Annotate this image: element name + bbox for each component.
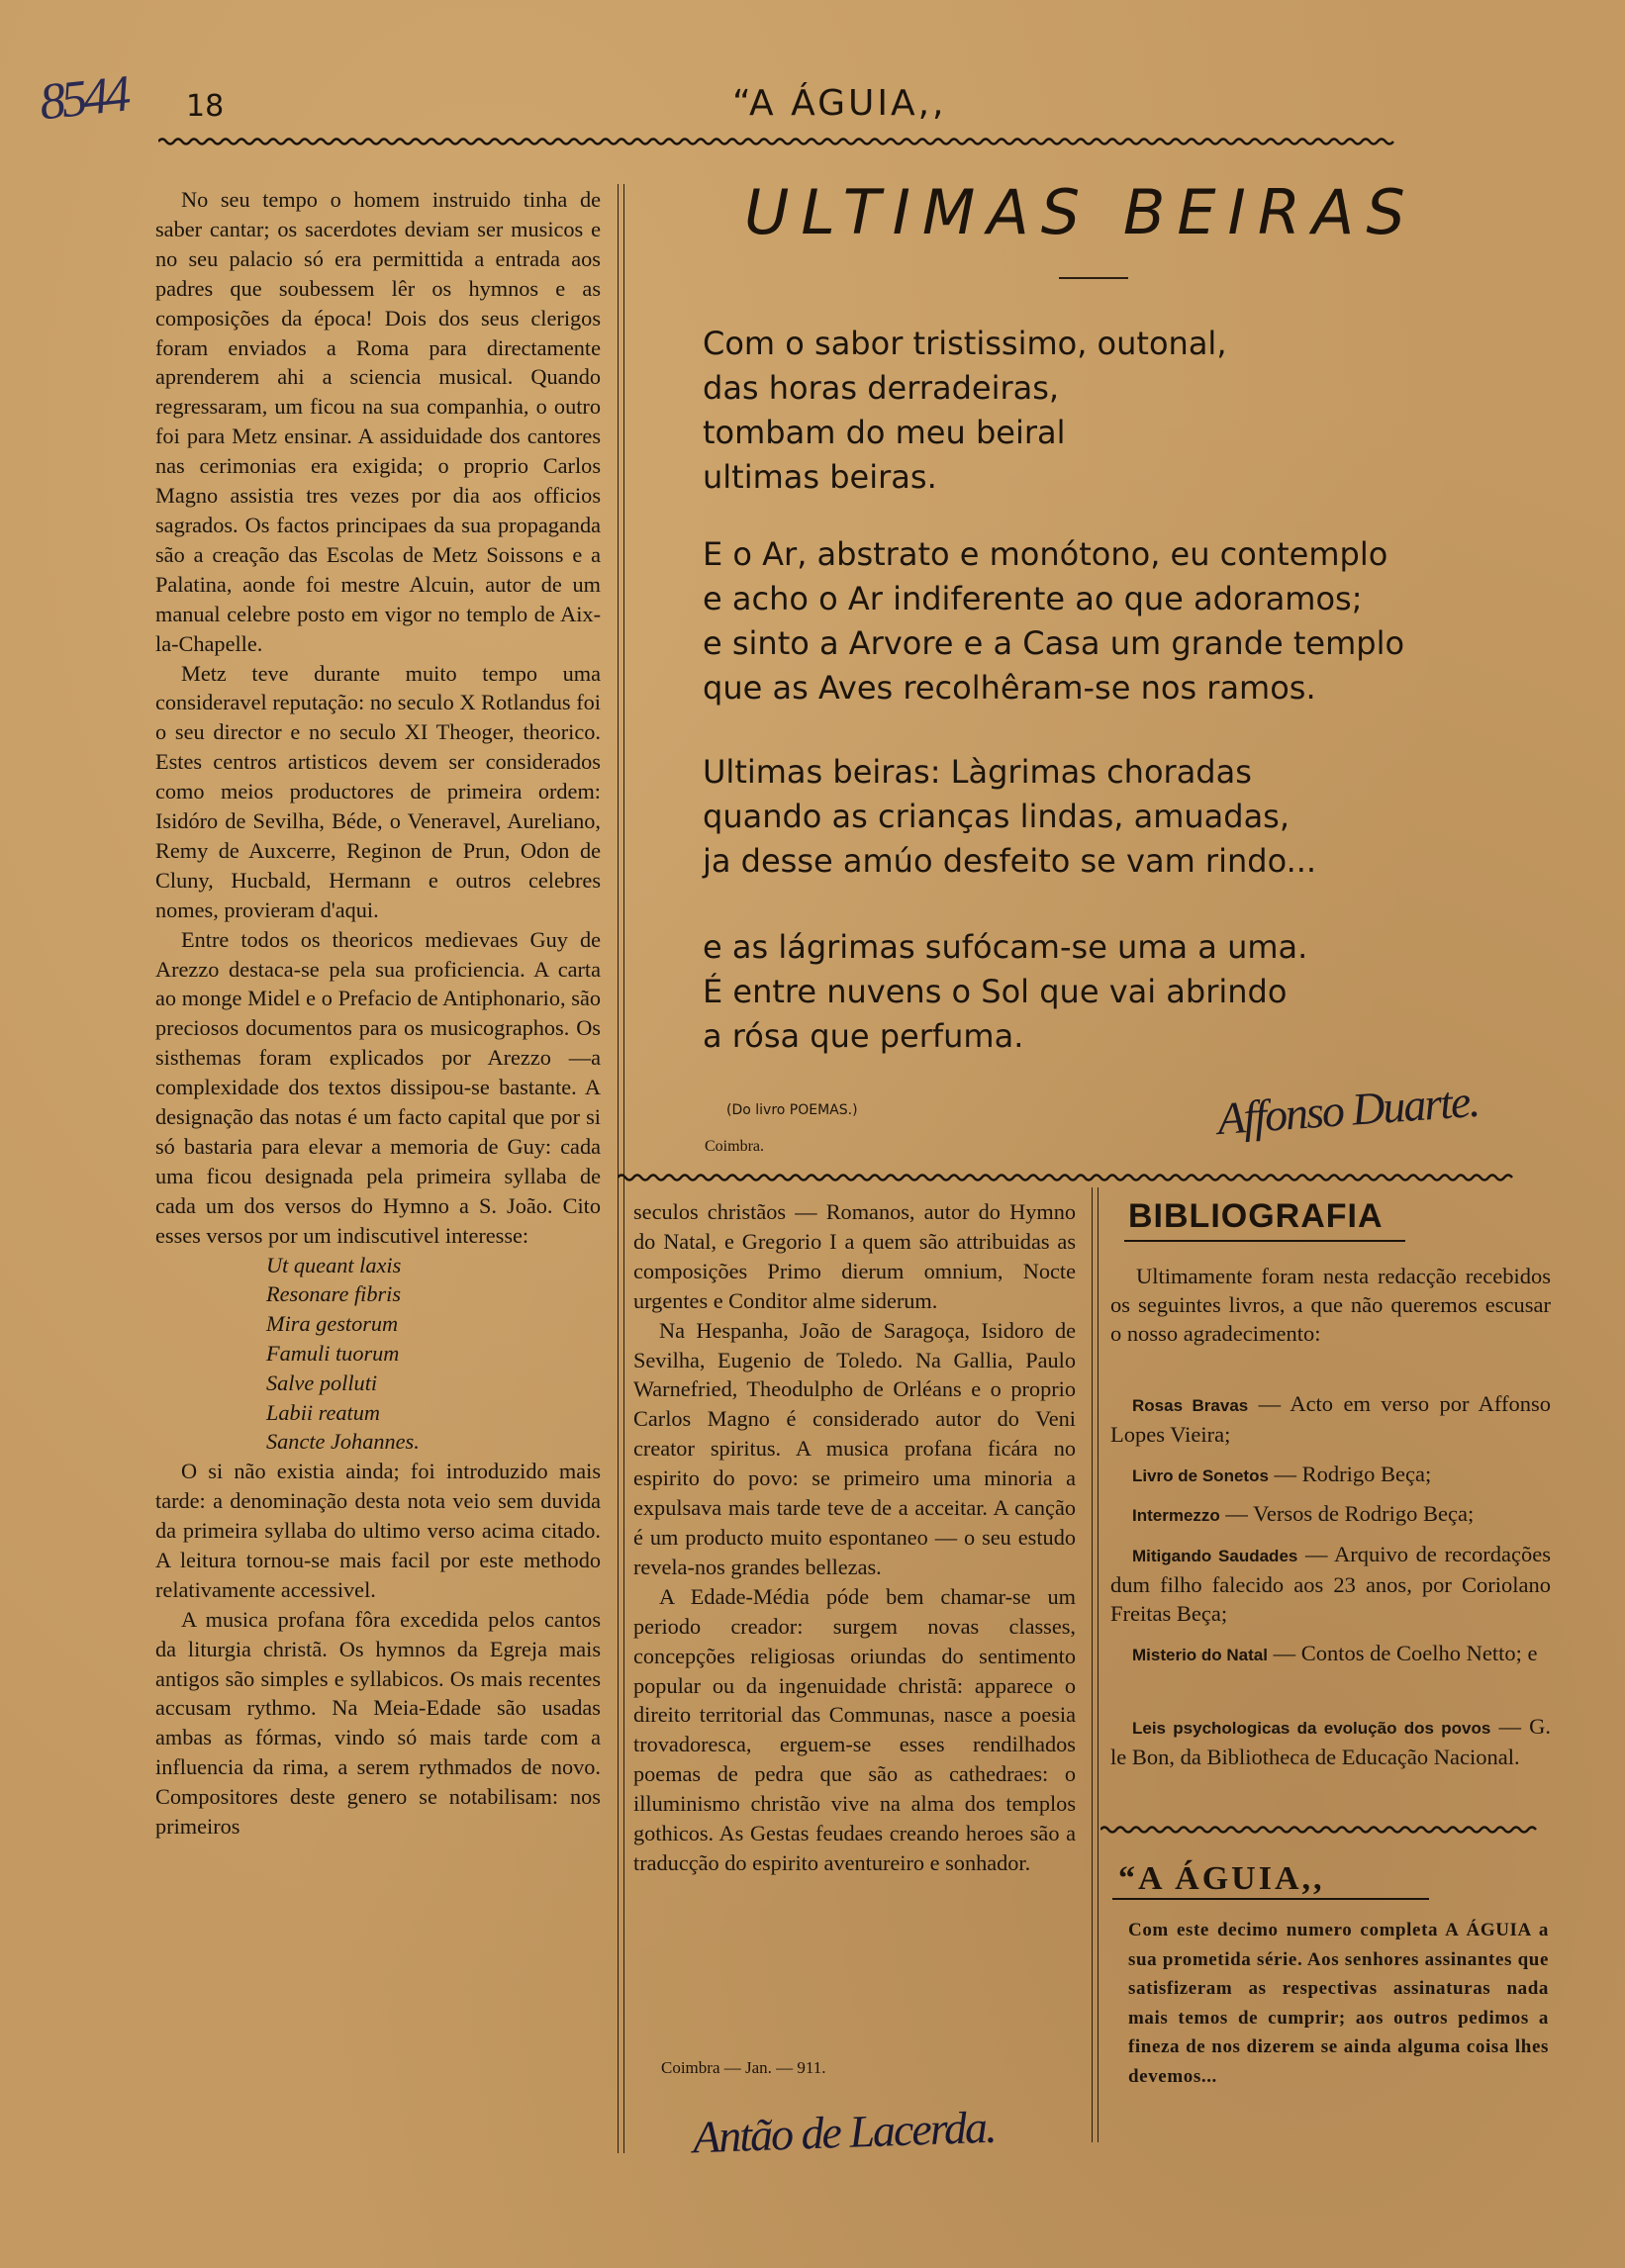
poem-line: que as Aves recolhêram-se nos ramos. — [703, 669, 1316, 707]
poem-line: E o Ar, abstrato e monótono, eu contemplo — [703, 535, 1388, 573]
left-column-article — [155, 185, 601, 1842]
bibliography-entry — [1110, 1389, 1551, 1449]
poem-line: a rósa que perfuma. — [703, 1017, 1024, 1055]
page-number: 18 — [186, 89, 225, 124]
latin-verse: Resonare fibris — [266, 1281, 402, 1307]
book-title: Rosas Bravas — [1132, 1396, 1249, 1415]
latin-verse: Sancte Johannes. — [266, 1429, 420, 1455]
latin-verse: Mira gestorum — [266, 1311, 399, 1337]
poem-stanza — [703, 322, 1226, 500]
poem-place: Coimbra. — [705, 1138, 764, 1155]
article-paragraph: A musica profana fôra excedida pelos cantos da liturgia christã. Os hymnos da Egreja mais antigos são simples e syllabicos. Os mais recentes accusam rythmo. Na Meia-Edade são usadas ambas as fórmas, vindo só mais tarde com a influencia da rima, a serem rythmados de novo. Compositores deste genero se notabilisam: nos primeiros — [155, 1606, 601, 1840]
article-paragraph: Entre todos os theoricos medievaes Guy de Arezzo destaca-se pela sua proficiencia. A carta ao monge Midel e o Prefacio de Antiphonario, são preciosos documentos para os musicographos. Os sisthemas foram explicados por Arezzo —a complexidade dos textos dissipou-se bastante. A designação das notas é um facto capital que por si só bastaria para elevar a memoria de Guy: cada uma ficou designada pela primeira syllaba de cada um dos versos do Hymno a S. João. Cito esses versos por um indiscutivel interesse: — [155, 926, 601, 1248]
poem-line: quando as crianças lindas, amuadas, — [703, 798, 1290, 835]
handwritten-catalog-number: 8544 — [37, 65, 130, 132]
article-paragraph: seculos christãos — Romanos, autor do Hymno do Natal, e Gregorio I a quem são attribuidas as composições Primo dierum omnium, Nocte urgentes e Conditor alme siderum. — [633, 1199, 1076, 1313]
poem-line: das horas derradeiras, — [703, 369, 1060, 407]
bibliography-title: BIBLIOGRAFIA — [1128, 1197, 1384, 1235]
bibliography-entry — [1110, 1639, 1551, 1669]
latin-verse: Salve polluti — [266, 1370, 378, 1395]
poem-line: ja desse amúo desfeito se vam rindo... — [703, 842, 1317, 880]
article-signature: Antão de Lacerda. — [692, 2101, 997, 2163]
article-paragraph: O si não existia ainda; foi introduzido mais tarde: a denominação desta nota veio sem duvida da primeira syllaba do ultimo verso acima citado. A leitura tornou-se mais facil por este methodo relativamente accessivel. — [155, 1459, 601, 1602]
running-title: “A ÁGUIA,, — [732, 83, 947, 124]
book-title: Mitigando Saudades — [1132, 1547, 1298, 1565]
article-paragraph: No seu tempo o homem instruido tinha de saber cantar; os sacerdotes deviam ser musicos e no seu palacio só era permittida a entrada aos padres que soubessem lêr os hymnos e as composições da época! Dois dos seus clerigos foram enviados a Roma para directamente aprenderem ahi a sciencia musical. Quando regressaram, um ficou na sua companhia, o outro foi para Metz ensinar. A assiduidade dos cantores nas cerimonias era exigida; o proprio Carlos Magno assistia tres vezes por dia aos officios sagrados. Os factos principaes da sua propaganda são a creação das Escolas de Metz Soissons e a Palatina, aonde foi mestre Alcuin, autor de um manual celebre posto em vigor no templo de Aix-la-Chapelle. — [155, 187, 601, 656]
latin-verse: Famuli tuorum — [266, 1341, 400, 1367]
poem-line: Com o sabor tristissimo, outonal, — [703, 325, 1227, 362]
column-divider — [618, 184, 619, 2153]
middle-column-article — [633, 1197, 1076, 1878]
book-title: Misterio do Natal — [1132, 1646, 1268, 1664]
column-divider — [1092, 1187, 1093, 2142]
latin-hymn — [155, 1251, 601, 1458]
bibliography-intro-text: Ultimamente foram nesta redacção recebidos os seguintes livros, a que não queremos escusar o nosso agradecimento: — [1110, 1264, 1551, 1346]
notice-rule — [1112, 1898, 1429, 1900]
column-divider — [623, 184, 624, 2153]
poem-line: É entre nuvens o Sol que vai abrindo — [703, 973, 1288, 1010]
poem-source: (Do livro POEMAS.) — [726, 1102, 858, 1118]
book-description: — Arquivo de recordações dum filho falecido aos 23 anos, por Coriolano Freitas Beça; — [1110, 1542, 1551, 1626]
article-place-date: Coimbra — Jan. — 911. — [661, 2058, 826, 2077]
poem-stanza — [703, 750, 1316, 884]
bibliography-entry — [1110, 1460, 1551, 1490]
column-divider — [1098, 1187, 1099, 2142]
latin-verse: Ut queant laxis — [266, 1252, 402, 1277]
book-title: Intermezzo — [1132, 1506, 1220, 1525]
section-wavy-rule — [618, 1171, 1548, 1184]
poem-line: e sinto a Arvore e a Casa um grande templo — [703, 624, 1405, 662]
article-paragraph: Na Hespanha, João de Saragoça, Isidoro de Sevilha, Eugenio de Toledo. Na Gallia, Paulo Warnefried, Theodulpho de Orléans e o proprio Carlos Magno é considerado autor do Veni creator spiritus. A musica profana ficára no espirito do povo: se primeiro uma minoria a expulsava mais tarde teve de a acceitar. A canção é um producto muito espontaneo — o seu estudo revela-nos grandes bellezas. — [633, 1317, 1076, 1579]
book-description: — G. le Bon, da Bibliotheca de Educação Nacional. — [1110, 1714, 1551, 1769]
notice-title: “A ÁGUIA,, — [1118, 1860, 1325, 1897]
notice-text: Com este decimo numero completa A ÁGUIA a sua prometida série. Aos senhores assinantes que satisfizeram as respectivas assinaturas nada mais temos de cumprir; aos outros pedimos a fineza de nos dizerem se ainda alguma coisa lhes devemos... — [1128, 1920, 1549, 2087]
poem-stanza — [703, 925, 1307, 1059]
poem-signature: Affonso Duarte. — [1215, 1075, 1481, 1145]
poem-line: e as lágrimas sufócam-se uma a uma. — [703, 928, 1308, 966]
poem-stanza — [703, 532, 1404, 710]
book-title: Leis psychologicas da evolução dos povos — [1132, 1719, 1491, 1738]
article-paragraph: Metz teve durante muito tempo uma consideravel reputação: no seculo X Rotlandus foi o seu director e no seculo XI Theoger, theorico. Estes centros artisticos devem ser considerados como meios productores de primeira ordem: Isidóro de Sevilha, Béde, o Veneravel, Aureliano, Remy de Auxcerre, Reginon de Prun, Odon de Cluny, Hucbald, Hermann e outros celebres nomes, provieram d'aqui. — [155, 660, 601, 922]
bibliography-entry — [1110, 1712, 1551, 1771]
poem-line: ultimas beiras. — [703, 458, 937, 496]
bibliography-rule — [1124, 1240, 1405, 1242]
book-description: — Versos de Rodrigo Beça; — [1219, 1501, 1475, 1526]
bibliography-entry — [1110, 1499, 1551, 1530]
bibliography-intro — [1110, 1262, 1551, 1348]
title-dash — [1059, 277, 1128, 279]
article-paragraph: A Edade-Média póde bem chamar-se um periodo creador: surgem novas classes, concepções religiosas oriundas do sentimento popular ou da ingenuidade christã: apparece o direito territorial das Communas, nasce a poesia trovadoresca, erguem-se esses rendilhados poemas de pedra que são as cathedraes: o illuminismo christão vive na alma dos templos gothicos. As Gestas feudaes creando heroes são a traducção do espirito aventureiro e sonhador. — [633, 1583, 1076, 1875]
section-wavy-rule — [1100, 1823, 1548, 1837]
poem-line: Ultimas beiras: Làgrimas choradas — [703, 753, 1252, 791]
poem-line: tombam do meu beiral — [703, 414, 1066, 451]
book-description: — Rodrigo Beça; — [1268, 1462, 1432, 1486]
book-description: — Acto em verso por Affonso Lopes Vieira; — [1110, 1391, 1551, 1447]
poem-line: e acho o Ar indiferente ao que adoramos; — [703, 580, 1363, 617]
bibliography-entry — [1110, 1540, 1551, 1628]
poem-title: ULTIMAS BEIRAS — [744, 176, 1417, 248]
book-title: Livro de Sonetos — [1132, 1466, 1269, 1485]
book-description: — Contos de Coelho Netto; e — [1267, 1641, 1538, 1665]
header-wavy-rule — [158, 135, 1544, 148]
latin-verse: Labii reatum — [266, 1399, 381, 1425]
